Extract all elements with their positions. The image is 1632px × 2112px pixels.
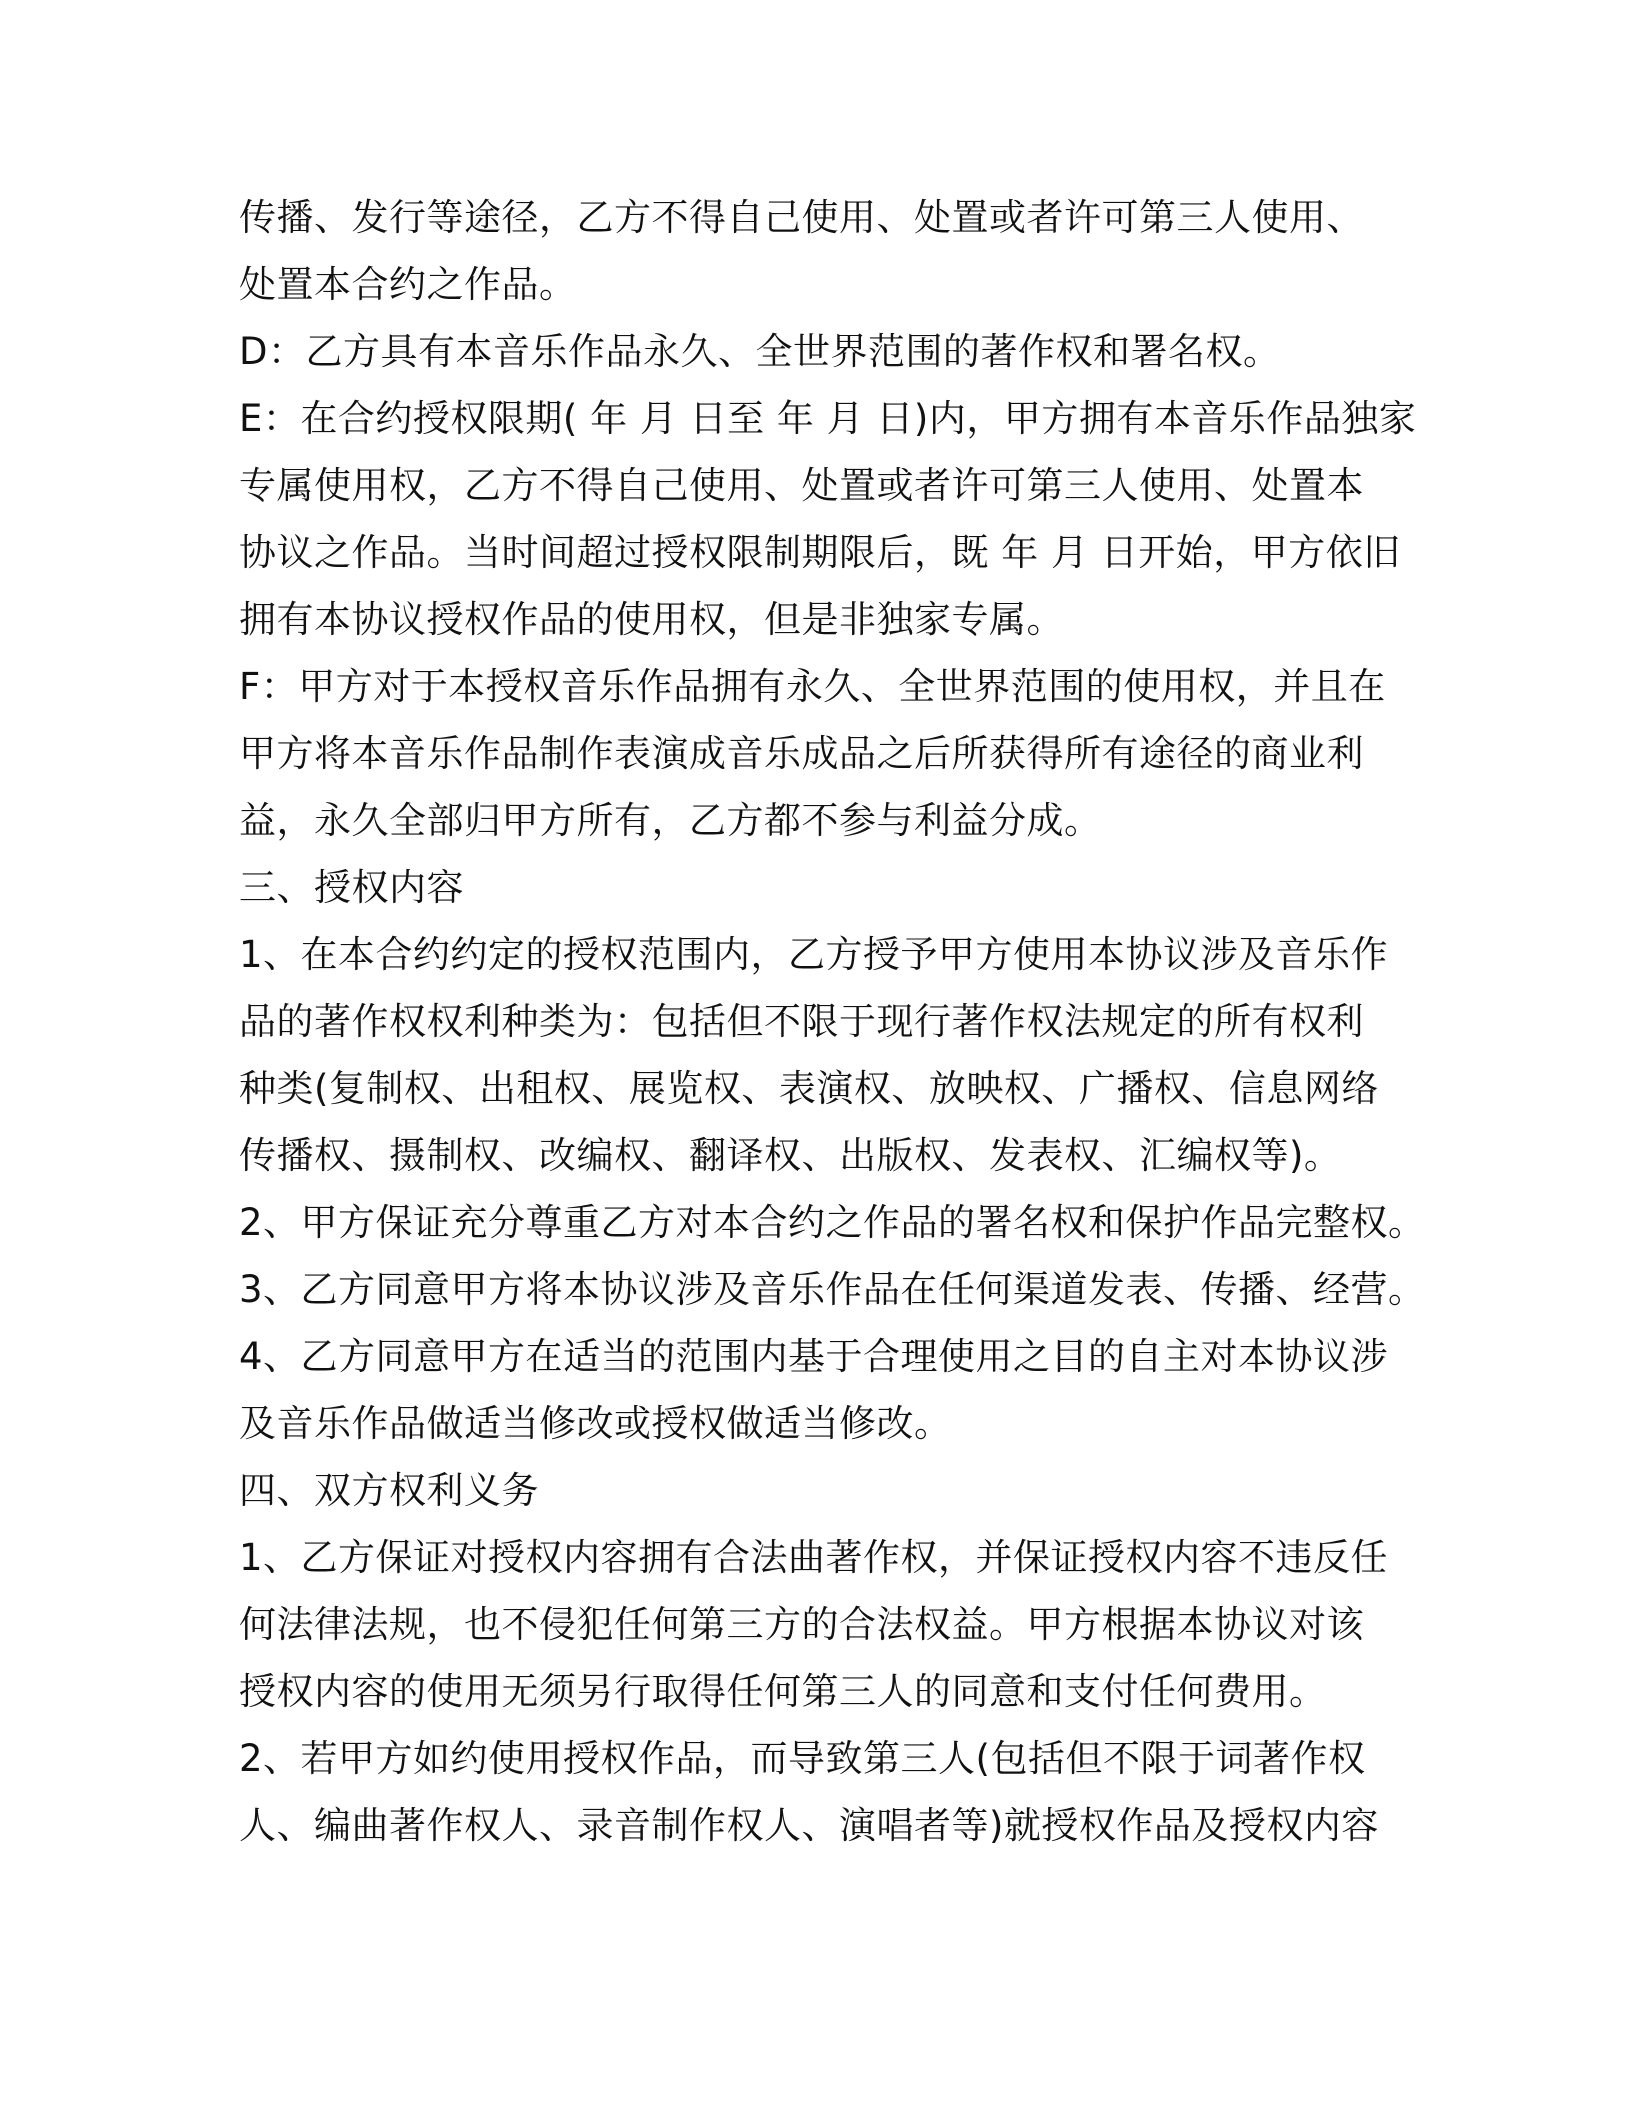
text-line: 人、编曲著作权人、录音制作权人、演唱者等)就授权作品及授权内容 bbox=[239, 1804, 1379, 1847]
item-1-line: 1、在本合约约定的授权范围内，乙方授予甲方使用本协议涉及音乐作 bbox=[239, 933, 1389, 976]
item-2-line: 2、甲方保证充分尊重乙方对本合约之作品的署名权和保护作品完整权。 bbox=[239, 1201, 1426, 1244]
text-line: 处置本合约之作品。 bbox=[239, 263, 577, 306]
item-4-line: 4、乙方同意甲方在适当的范围内基于合理使用之目的自主对本协议涉 bbox=[239, 1335, 1389, 1378]
clause-e-line: E：在合约授权限期( 年 月 日至 年 月 日)内，甲方拥有本音乐作品独家 bbox=[239, 397, 1417, 440]
section-heading-rights-obligations: 四、双方权利义务 bbox=[239, 1469, 539, 1512]
item-1-line: 1、乙方保证对授权内容拥有合法曲著作权，并保证授权内容不违反任 bbox=[239, 1536, 1389, 1579]
text-line: 甲方将本音乐作品制作表演成音乐成品之后所获得所有途径的商业利 bbox=[239, 732, 1364, 775]
text-line: 品的著作权权利种类为：包括但不限于现行著作权法规定的所有权利 bbox=[239, 1000, 1364, 1043]
text-line: 种类(复制权、出租权、展览权、表演权、放映权、广播权、信息网络 bbox=[239, 1067, 1379, 1110]
clause-d-line: D：乙方具有本音乐作品永久、全世界范围的著作权和署名权。 bbox=[239, 330, 1281, 373]
text-line: 传播、发行等途径，乙方不得自己使用、处置或者许可第三人使用、 bbox=[239, 196, 1364, 239]
text-line: 专属使用权，乙方不得自己使用、处置或者许可第三人使用、处置本 bbox=[239, 464, 1364, 507]
text-line: 协议之作品。当时间超过授权限制期限后，既 年 月 日开始，甲方依旧 bbox=[239, 531, 1401, 574]
text-line: 授权内容的使用无须另行取得任何第三人的同意和支付任何费用。 bbox=[239, 1670, 1327, 1713]
text-line: 何法律法规，也不侵犯任何第三方的合法权益。甲方根据本协议对该 bbox=[239, 1603, 1364, 1646]
item-3-line: 3、乙方同意甲方将本协议涉及音乐作品在任何渠道发表、传播、经营。 bbox=[239, 1268, 1426, 1311]
text-line: 传播权、摄制权、改编权、翻译权、出版权、发表权、汇编权等)。 bbox=[239, 1134, 1342, 1177]
item-2-line: 2、若甲方如约使用授权作品，而导致第三人(包括但不限于词著作权 bbox=[239, 1737, 1366, 1780]
text-line: 益，永久全部归甲方所有，乙方都不参与利益分成。 bbox=[239, 799, 1102, 842]
text-line: 及音乐作品做适当修改或授权做适当修改。 bbox=[239, 1402, 952, 1445]
section-heading-authorization-content: 三、授权内容 bbox=[239, 866, 464, 909]
clause-f-line: F：甲方对于本授权音乐作品拥有永久、全世界范围的使用权，并且在 bbox=[239, 665, 1386, 708]
document-body bbox=[239, 184, 1426, 1859]
text-line: 拥有本协议授权作品的使用权，但是非独家专属。 bbox=[239, 598, 1064, 641]
